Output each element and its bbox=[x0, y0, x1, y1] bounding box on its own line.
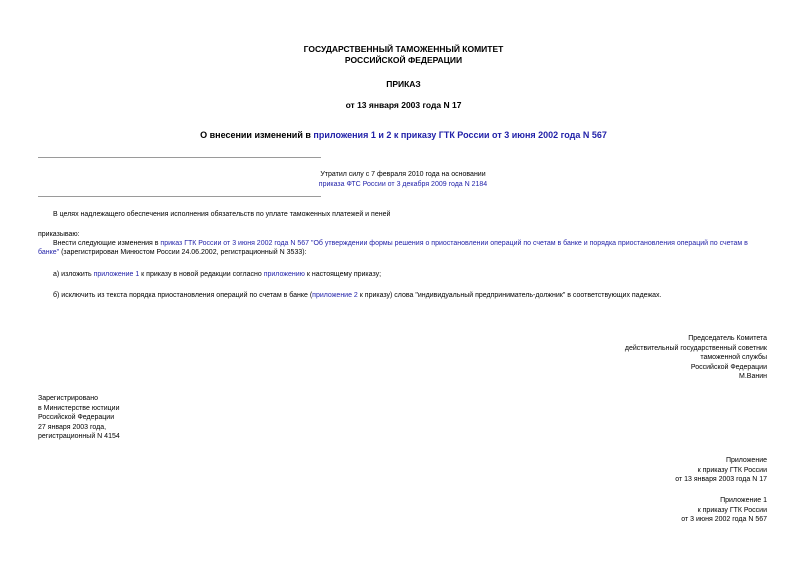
registration-line4: 27 января 2003 года, bbox=[38, 423, 107, 431]
item-a-suffix: к настоящему приказу; bbox=[304, 271, 382, 278]
registration-line5: регистрационный N 4154 bbox=[38, 433, 120, 440]
registration-block bbox=[38, 394, 120, 442]
appendix1-line1: Приложение 1 bbox=[720, 497, 767, 504]
appendix-line1: Приложение bbox=[725, 457, 767, 464]
appendix-header bbox=[675, 456, 767, 485]
paragraph-intro: В целях надлежащего обеспечения исполнения обязательств по уплате таможенных платежей и пеней bbox=[53, 211, 391, 218]
item-a bbox=[53, 270, 381, 280]
doc-date-number: от 13 января 2003 года N 17 bbox=[345, 100, 462, 110]
appendix1-line2: к приказу ГТК России bbox=[697, 506, 767, 514]
order-567-link[interactable]: приказ ГТК России от 3 июня 2002 года N 567 "Об утверждении формы решения о приостановлении операций по счетам в банке и порядка приостановления операций по счетам в bbox=[160, 240, 748, 247]
divider-bottom bbox=[38, 196, 321, 197]
doc-type: ПРИКАЗ bbox=[386, 79, 421, 89]
signature-block bbox=[625, 334, 767, 382]
appendix-line3: от 13 января 2003 года N 17 bbox=[675, 476, 767, 483]
appendix1-header bbox=[681, 496, 767, 525]
paragraph-order: приказываю: bbox=[38, 231, 80, 238]
signature-name: М.Ванин bbox=[739, 373, 767, 380]
appendix-2-link[interactable]: приложение 2 bbox=[312, 292, 358, 299]
item-a-mid: к приказу в новой редакции согласно bbox=[139, 271, 264, 278]
signature-line1: Председатель Комитета bbox=[688, 335, 767, 342]
item-b-suffix: к приказу) слова "индивидуальный предприниматель-должник" в соответствующих падежах. bbox=[357, 292, 662, 299]
org-name-line1: ГОСУДАРСТВЕННЫЙ ТАМОЖЕННЫЙ КОМИТЕТ bbox=[303, 44, 504, 54]
paragraph-changes-line2 bbox=[38, 248, 307, 258]
appendix-1-link[interactable]: приложение 1 bbox=[93, 271, 140, 278]
changes-prefix: Внести следующие изменения в bbox=[53, 240, 161, 247]
registration-line2: в Министерстве юстиции bbox=[38, 404, 120, 412]
signature-line4: Российской Федерации bbox=[690, 363, 767, 371]
item-b-prefix: б) исключить из текста порядка приостановления операций по счетам в банке ( bbox=[53, 292, 313, 299]
registration-line3: Российской Федерации bbox=[38, 414, 115, 421]
status-link[interactable]: приказа ФТС России от 3 декабря 2009 года N 2184 bbox=[318, 181, 488, 188]
doc-title bbox=[0, 130, 807, 140]
divider-top bbox=[38, 157, 321, 158]
status-note bbox=[243, 170, 563, 190]
status-line1: Утратил силу с 7 февраля 2010 года на основании bbox=[320, 171, 486, 178]
doc-title-link[interactable]: приложения 1 и 2 к приказу ГТК России от 3 июня 2002 года N 567 bbox=[313, 130, 607, 140]
appendix-link[interactable]: приложению bbox=[263, 271, 305, 278]
order-567-link-cont[interactable]: банке" bbox=[38, 249, 60, 256]
signature-line3: таможенной службы bbox=[700, 354, 767, 361]
signature-line2: действительный государственный советник bbox=[624, 344, 767, 352]
changes-suffix: (зарегистрирован Минюстом России 24.06.2002, регистрационный N 3533): bbox=[59, 249, 307, 256]
appendix1-line3: от 3 июня 2002 года N 567 bbox=[681, 516, 767, 523]
doc-title-prefix: О внесении изменений в bbox=[200, 130, 314, 140]
item-b bbox=[53, 291, 662, 301]
org-name-line2: РОССИЙСКОЙ ФЕДЕРАЦИИ bbox=[344, 55, 463, 65]
item-a-prefix: а) изложить bbox=[53, 271, 94, 278]
appendix-line2: к приказу ГТК России bbox=[697, 466, 767, 474]
registration-line1: Зарегистрировано bbox=[38, 395, 98, 402]
